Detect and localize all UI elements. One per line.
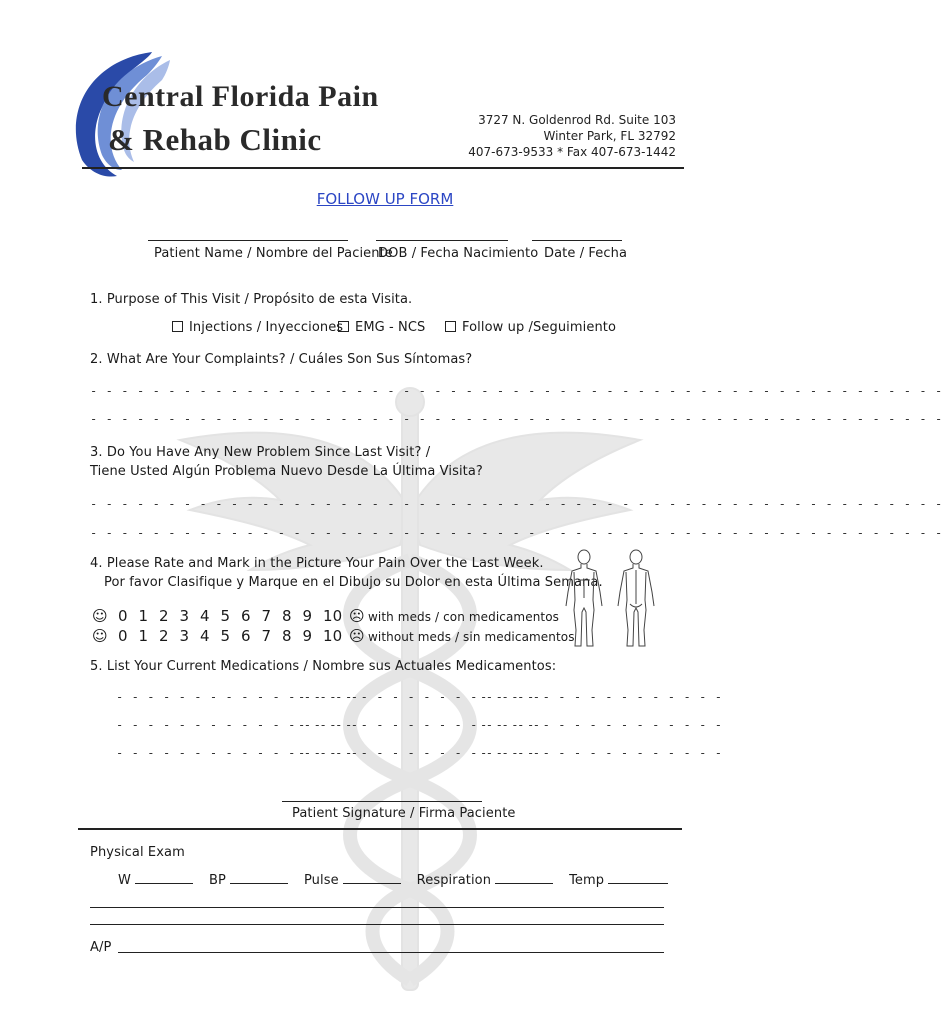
pain-scale-with-meds[interactable]: ☺ 0 1 2 3 4 5 6 7 8 9 10 ☹ [92, 607, 367, 625]
happy-face-icon: ☺ [92, 607, 108, 625]
clinic-name-line2: & Rehab Clinic [108, 122, 322, 157]
header-divider [82, 167, 684, 169]
option-follow-up[interactable]: Follow up /Seguimiento [445, 320, 616, 335]
bp-field[interactable] [230, 871, 288, 884]
new-problem-line-2[interactable]: - - - - - - - - - - - - - - - - - - - - - - - - - - - - - - - - - - - - - - - - - - - - - - - - - - - - - - - [90, 526, 943, 540]
with-meds-label: with meds / con medicamentos [368, 610, 559, 624]
option-emg-ncs[interactable]: EMG - NCS [338, 320, 425, 335]
question-4-line-1: 4. Please Rate and Mark in the Picture Your Pain Over the Last Week. [90, 556, 544, 571]
clinic-logo-swoosh [62, 50, 172, 180]
clinic-address: 3727 N. Goldenrod Rd. Suite 103 [478, 113, 676, 127]
temp-label: Temp [569, 873, 605, 888]
medication-line-3a[interactable]: - - - - - - - - - - - - - - - - [116, 746, 359, 760]
medication-line-3b[interactable]: - - - - - - - - - - - - - - - - [298, 746, 541, 760]
without-meds-label: without meds / sin medicamentos [368, 630, 575, 644]
clinic-city: Winter Park, FL 32792 [543, 129, 676, 143]
pulse-field[interactable] [343, 871, 401, 884]
pain-scale-without-meds[interactable]: ☺ 0 1 2 3 4 5 6 7 8 9 10 ☹ [92, 627, 367, 645]
weight-field[interactable] [135, 871, 193, 884]
medication-line-1b[interactable]: - - - - - - - - - - - - - - - - [298, 690, 541, 704]
date-field[interactable] [532, 240, 622, 241]
ap-field[interactable] [118, 952, 664, 953]
weight-label: W [118, 873, 131, 888]
section-divider [78, 828, 682, 830]
vitals-row [118, 871, 668, 888]
medication-line-1c[interactable]: - - - - - - - - - - - - - - - - [480, 690, 723, 704]
new-problem-line-1[interactable]: - - - - - - - - - - - - - - - - - - - - - - - - - - - - - - - - - - - - - - - - - - - - - - - - - - - - - - - [90, 497, 943, 511]
pulse-label: Pulse [303, 873, 339, 888]
signature-label: Patient Signature / Firma Paciente [292, 806, 516, 821]
medication-line-2b[interactable]: - - - - - - - - - - - - - - - - [298, 718, 541, 732]
option-injections[interactable]: Injections / Inyecciones [172, 320, 343, 335]
medication-line-2c[interactable]: - - - - - - - - - - - - - - - - [480, 718, 723, 732]
medication-line-2a[interactable]: - - - - - - - - - - - - - - - - [116, 718, 359, 732]
question-3-line-2: Tiene Usted Algún Problema Nuevo Desde La Última Visita? [90, 464, 483, 479]
body-diagram-back-icon[interactable] [612, 548, 660, 650]
physical-exam-title: Physical Exam [90, 845, 185, 860]
medication-line-1a[interactable]: - - - - - - - - - - - - - - - - [116, 690, 359, 704]
question-4-line-2: Por favor Clasifique y Marque en el Dibujo su Dolor en esta Última Semana. [104, 575, 603, 590]
question-3-line-1: 3. Do You Have Any New Problem Since Last Visit? / [90, 445, 431, 460]
sad-face-icon: ☹ [349, 607, 365, 625]
dob-label: DOB / Fecha Nacimiento [378, 246, 539, 261]
respiration-field[interactable] [495, 871, 553, 884]
question-1: 1. Purpose of This Visit / Propósito de esta Visita. [90, 292, 413, 307]
body-diagram-front-icon[interactable] [560, 548, 608, 650]
complaints-line-1[interactable]: - - - - - - - - - - - - - - - - - - - - - - - - - - - - - - - - - - - - - - - - - - - - - - - - - - - - - - - [90, 384, 943, 398]
exam-notes-line-2[interactable] [90, 924, 664, 925]
question-2: 2. What Are Your Complaints? / Cuáles Son Sus Síntomas? [90, 352, 473, 367]
checkbox-icon[interactable] [338, 321, 349, 332]
clinic-name-line1: Central Florida Pain [102, 80, 379, 113]
signature-field[interactable] [282, 801, 482, 802]
dob-field[interactable] [376, 240, 508, 241]
bp-label: BP [208, 873, 226, 888]
checkbox-icon[interactable] [445, 321, 456, 332]
exam-notes-line-1[interactable] [90, 907, 664, 908]
date-label: Date / Fecha [544, 246, 628, 261]
happy-face-icon: ☺ [92, 627, 108, 645]
form-title: FOLLOW UP FORM [316, 190, 454, 208]
temp-field[interactable] [608, 871, 668, 884]
medication-line-3c[interactable]: - - - - - - - - - - - - - - - - [480, 746, 723, 760]
question-5: 5. List Your Current Medications / Nombre sus Actuales Medicamentos: [90, 659, 557, 674]
checkbox-icon[interactable] [172, 321, 183, 332]
clinic-phone-fax: 407-673-9533 * Fax 407-673-1442 [468, 145, 676, 159]
complaints-line-2[interactable]: - - - - - - - - - - - - - - - - - - - - - - - - - - - - - - - - - - - - - - - - - - - - - - - - - - - - - - - [90, 412, 943, 426]
sad-face-icon: ☹ [349, 627, 365, 645]
ap-label: A/P [90, 940, 112, 955]
patient-name-label: Patient Name / Nombre del Paciente [154, 246, 393, 261]
patient-name-field[interactable] [148, 240, 348, 241]
respiration-label: Respiration [416, 873, 492, 888]
